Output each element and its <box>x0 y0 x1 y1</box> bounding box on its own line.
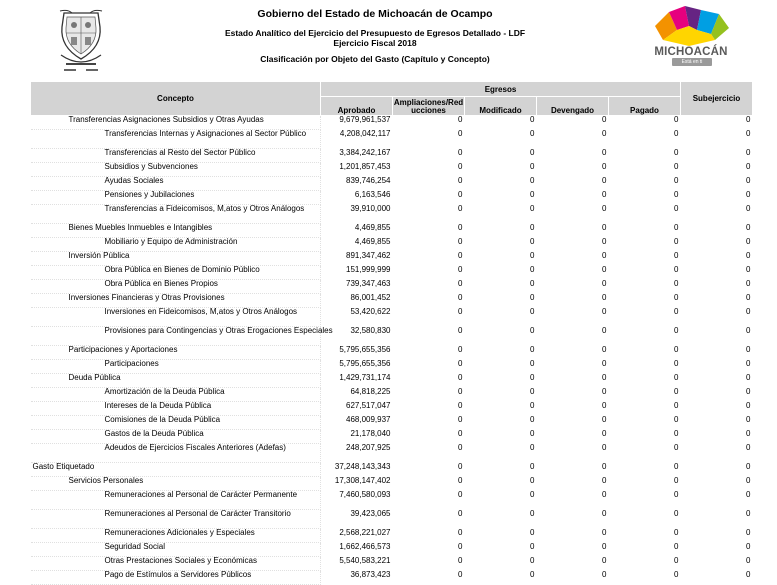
row-devengado: 0 <box>602 203 607 213</box>
table-row <box>31 463 753 477</box>
row-modificado: 0 <box>530 461 535 471</box>
row-modificado: 0 <box>530 555 535 565</box>
row-subejercicio: 0 <box>746 527 751 537</box>
row-modificado: 0 <box>530 358 535 368</box>
table-row <box>31 280 753 294</box>
row-subejercicio: 0 <box>746 306 751 316</box>
row-modificado: 0 <box>530 372 535 382</box>
row-aprobado: 9,679,961,537 <box>339 115 391 124</box>
row-concept: Deuda Pública <box>31 374 321 388</box>
row-concept: Transferencias al Resto del Sector Público <box>31 149 321 163</box>
row-pagado: 0 <box>674 264 679 274</box>
row-modificado: 0 <box>530 189 535 199</box>
row-devengado: 0 <box>602 489 607 499</box>
row-aprobado: 891,347,462 <box>346 250 391 260</box>
row-devengado: 0 <box>602 222 607 232</box>
row-concept: Ayudas Sociales <box>31 177 321 191</box>
row-modificado: 0 <box>530 508 535 518</box>
row-concept: Seguridad Social <box>31 543 321 557</box>
row-pagado: 0 <box>674 489 679 499</box>
row-pagado: 0 <box>674 203 679 213</box>
row-devengado: 0 <box>602 250 607 260</box>
row-pagado: 0 <box>674 306 679 316</box>
row-ampliaciones: 0 <box>458 569 463 579</box>
row-aprobado: 36,873,423 <box>350 569 391 579</box>
row-subejercicio: 0 <box>746 325 751 335</box>
row-modificado: 0 <box>530 489 535 499</box>
row-aprobado: 7,460,580,093 <box>339 489 391 499</box>
row-subejercicio: 0 <box>746 400 751 410</box>
row-concept: Intereses de la Deuda Pública <box>31 402 321 416</box>
row-ampliaciones: 0 <box>458 489 463 499</box>
row-devengado: 0 <box>602 386 607 396</box>
row-subejercicio: 0 <box>746 175 751 185</box>
row-concept: Inversión Pública <box>31 252 321 266</box>
row-aprobado: 39,910,000 <box>350 203 391 213</box>
row-ampliaciones: 0 <box>458 555 463 565</box>
row-modificado: 0 <box>530 203 535 213</box>
table-row <box>31 557 753 571</box>
row-pagado: 0 <box>674 236 679 246</box>
row-modificado: 0 <box>530 527 535 537</box>
row-aprobado: 17,308,147,402 <box>334 475 391 485</box>
table-row <box>31 402 753 416</box>
row-modificado: 0 <box>530 161 535 171</box>
row-concept: Mobiliario y Equipo de Administración <box>31 238 321 252</box>
row-concept: Obra Pública en Bienes Propios <box>31 280 321 294</box>
table-row <box>31 327 753 346</box>
table-row <box>31 252 753 266</box>
table-row <box>31 238 753 252</box>
row-modificado: 0 <box>530 475 535 485</box>
row-aprobado: 151,999,999 <box>346 264 391 274</box>
row-pagado: 0 <box>674 325 679 335</box>
row-devengado: 0 <box>602 147 607 157</box>
report-title: Gobierno del Estado de Michoacán de Ocampo <box>257 8 493 20</box>
row-ampliaciones: 0 <box>458 147 463 157</box>
table-row <box>31 130 753 149</box>
row-ampliaciones: 0 <box>458 442 463 452</box>
row-subejercicio: 0 <box>746 414 751 424</box>
row-aprobado: 739,347,463 <box>346 278 391 288</box>
table-row <box>31 510 753 529</box>
row-ampliaciones: 0 <box>458 161 463 171</box>
row-concept: Remuneraciones Adicionales y Especiales <box>31 529 321 543</box>
row-ampliaciones: 0 <box>458 475 463 485</box>
row-concept: Obra Pública en Bienes de Dominio Público <box>31 266 321 280</box>
row-devengado: 0 <box>602 344 607 354</box>
table-row <box>31 308 753 327</box>
row-devengado: 0 <box>602 569 607 579</box>
row-ampliaciones: 0 <box>458 372 463 382</box>
row-ampliaciones: 0 <box>458 306 463 316</box>
row-modificado: 0 <box>530 147 535 157</box>
table-row <box>31 191 753 205</box>
row-concept: Participaciones y Aportaciones <box>31 346 321 360</box>
row-aprobado: 32,580,830 <box>350 325 391 335</box>
row-modificado: 0 <box>530 115 535 124</box>
row-subejercicio: 0 <box>746 264 751 274</box>
row-subejercicio: 0 <box>746 250 751 260</box>
row-devengado: 0 <box>602 175 607 185</box>
row-devengado: 0 <box>602 115 607 124</box>
table-row <box>31 571 753 585</box>
row-devengado: 0 <box>602 541 607 551</box>
row-pagado: 0 <box>674 475 679 485</box>
row-concept: Servicios Personales <box>31 477 321 491</box>
table-row <box>31 529 753 543</box>
row-concept: Gasto Etiquetado <box>31 463 321 477</box>
row-aprobado: 86,001,452 <box>350 292 391 302</box>
row-subejercicio: 0 <box>746 372 751 382</box>
row-ampliaciones: 0 <box>458 236 463 246</box>
table-row <box>31 491 753 510</box>
table-row <box>31 388 753 402</box>
table-row <box>31 163 753 177</box>
row-ampliaciones: 0 <box>458 461 463 471</box>
row-concept: Comisiones de la Deuda Pública <box>31 416 321 430</box>
row-subejercicio: 0 <box>746 386 751 396</box>
row-modificado: 0 <box>530 569 535 579</box>
row-subejercicio: 0 <box>746 442 751 452</box>
col-header-modificado: Modificado <box>465 97 537 116</box>
row-aprobado: 5,795,655,356 <box>339 358 391 368</box>
row-modificado: 0 <box>530 236 535 246</box>
row-aprobado: 3,384,242,167 <box>339 147 391 157</box>
row-pagado: 0 <box>674 461 679 471</box>
row-aprobado: 64,818,225 <box>350 386 391 396</box>
fiscal-year: Ejercicio Fiscal 2018 <box>333 38 417 48</box>
row-subejercicio: 0 <box>746 555 751 565</box>
row-concept: Pensiones y Jubilaciones <box>31 191 321 205</box>
row-ampliaciones: 0 <box>458 400 463 410</box>
row-pagado: 0 <box>674 147 679 157</box>
row-aprobado: 5,795,655,356 <box>339 344 391 354</box>
row-subejercicio: 0 <box>746 278 751 288</box>
row-concept: Provisiones para Contingencias y Otras Erogaciones Especiales <box>31 327 321 346</box>
table-row <box>31 444 753 463</box>
table-row <box>31 430 753 444</box>
row-subejercicio: 0 <box>746 292 751 302</box>
row-ampliaciones: 0 <box>458 292 463 302</box>
row-devengado: 0 <box>602 128 607 138</box>
row-pagado: 0 <box>674 358 679 368</box>
row-devengado: 0 <box>602 372 607 382</box>
row-ampliaciones: 0 <box>458 203 463 213</box>
row-concept: Inversiones en Fideicomisos, M,atos y Otros Análogos <box>31 308 321 327</box>
row-devengado: 0 <box>602 161 607 171</box>
row-ampliaciones: 0 <box>458 128 463 138</box>
row-concept: Participaciones <box>31 360 321 374</box>
row-devengado: 0 <box>602 461 607 471</box>
row-ampliaciones: 0 <box>458 527 463 537</box>
row-subejercicio: 0 <box>746 358 751 368</box>
row-modificado: 0 <box>530 386 535 396</box>
row-modificado: 0 <box>530 292 535 302</box>
row-ampliaciones: 0 <box>458 115 463 124</box>
row-aprobado: 37,248,143,343 <box>334 461 391 471</box>
row-devengado: 0 <box>602 508 607 518</box>
row-subejercicio: 0 <box>746 475 751 485</box>
row-ampliaciones: 0 <box>458 264 463 274</box>
row-modificado: 0 <box>530 264 535 274</box>
table-row <box>31 477 753 491</box>
table-row <box>31 294 753 308</box>
row-aprobado: 21,178,040 <box>350 428 391 438</box>
row-pagado: 0 <box>674 508 679 518</box>
row-modificado: 0 <box>530 222 535 232</box>
row-modificado: 0 <box>530 400 535 410</box>
row-ampliaciones: 0 <box>458 278 463 288</box>
row-subejercicio: 0 <box>746 569 751 579</box>
table-body <box>31 116 753 585</box>
row-ampliaciones: 0 <box>458 344 463 354</box>
row-devengado: 0 <box>602 555 607 565</box>
classification-label: Clasificación por Objeto del Gasto (Capítulo y Concepto) <box>260 54 490 64</box>
report-subtitle: Estado Analítico del Ejercicio del Presupuesto de Egresos Detallado - LDF <box>224 28 526 38</box>
table-row <box>31 346 753 360</box>
table-row <box>31 543 753 557</box>
row-modificado: 0 <box>530 128 535 138</box>
row-devengado: 0 <box>602 428 607 438</box>
col-header-concepto: Concepto <box>31 82 321 116</box>
row-aprobado: 2,568,221,027 <box>339 527 391 537</box>
row-subejercicio: 0 <box>746 461 751 471</box>
row-concept: Pago de Estímulos a Servidores Públicos <box>31 571 321 585</box>
row-subejercicio: 0 <box>746 203 751 213</box>
row-subejercicio: 0 <box>746 161 751 171</box>
brand-tagline: Está en ti <box>672 58 712 66</box>
row-devengado: 0 <box>602 475 607 485</box>
row-subejercicio: 0 <box>746 508 751 518</box>
row-pagado: 0 <box>674 442 679 452</box>
row-ampliaciones: 0 <box>458 358 463 368</box>
row-subejercicio: 0 <box>746 115 751 124</box>
col-header-aprobado: Aprobado <box>321 97 393 116</box>
row-modificado: 0 <box>530 428 535 438</box>
row-devengado: 0 <box>602 414 607 424</box>
row-ampliaciones: 0 <box>458 325 463 335</box>
row-ampliaciones: 0 <box>458 222 463 232</box>
row-aprobado: 39,423,065 <box>350 508 391 518</box>
row-devengado: 0 <box>602 292 607 302</box>
row-modificado: 0 <box>530 344 535 354</box>
row-ampliaciones: 0 <box>458 428 463 438</box>
row-pagado: 0 <box>674 175 679 185</box>
state-seal-icon <box>58 9 104 77</box>
row-pagado: 0 <box>674 400 679 410</box>
table-row <box>31 177 753 191</box>
row-pagado: 0 <box>674 115 679 124</box>
row-concept: Inversiones Financieras y Otras Provisiones <box>31 294 321 308</box>
row-subejercicio: 0 <box>746 128 751 138</box>
row-aprobado: 468,009,937 <box>346 414 391 424</box>
col-header-pagado: Pagado <box>609 97 681 116</box>
row-modificado: 0 <box>530 175 535 185</box>
row-pagado: 0 <box>674 128 679 138</box>
row-concept: Subsidios y Subvenciones <box>31 163 321 177</box>
row-concept: Bienes Muebles Inmuebles e Intangibles <box>31 224 321 238</box>
row-concept: Gastos de la Deuda Pública <box>31 430 321 444</box>
row-subejercicio: 0 <box>746 147 751 157</box>
report-header <box>0 0 777 80</box>
row-modificado: 0 <box>530 442 535 452</box>
row-ampliaciones: 0 <box>458 541 463 551</box>
row-modificado: 0 <box>530 325 535 335</box>
budget-table <box>30 81 753 585</box>
row-pagado: 0 <box>674 292 679 302</box>
row-ampliaciones: 0 <box>458 386 463 396</box>
row-pagado: 0 <box>674 372 679 382</box>
table-row <box>31 360 753 374</box>
row-devengado: 0 <box>602 400 607 410</box>
table-row <box>31 116 753 130</box>
row-ampliaciones: 0 <box>458 189 463 199</box>
row-aprobado: 627,517,047 <box>346 400 391 410</box>
row-subejercicio: 0 <box>746 489 751 499</box>
row-pagado: 0 <box>674 161 679 171</box>
table-row <box>31 205 753 224</box>
row-devengado: 0 <box>602 358 607 368</box>
row-aprobado: 6,163,546 <box>354 189 391 199</box>
row-concept: Transferencias Asignaciones Subsidios y Otras Ayudas <box>31 116 321 130</box>
row-modificado: 0 <box>530 278 535 288</box>
table-row <box>31 224 753 238</box>
row-ampliaciones: 0 <box>458 414 463 424</box>
col-header-egresos: Egresos <box>321 82 681 97</box>
row-aprobado: 1,201,857,453 <box>339 161 391 171</box>
row-modificado: 0 <box>530 414 535 424</box>
row-concept: Transferencias Internas y Asignaciones al Sector Público <box>31 130 321 149</box>
row-concept: Remuneraciones al Personal de Carácter Transitorio <box>31 510 321 529</box>
col-header-ampliaciones: Ampliaciones/Reducciones <box>393 98 464 115</box>
row-concept: Otras Prestaciones Sociales y Económicas <box>31 557 321 571</box>
row-pagado: 0 <box>674 414 679 424</box>
row-devengado: 0 <box>602 278 607 288</box>
col-header-subejercicio: Subejercicio <box>681 82 753 116</box>
row-devengado: 0 <box>602 306 607 316</box>
row-ampliaciones: 0 <box>458 508 463 518</box>
row-pagado: 0 <box>674 344 679 354</box>
row-aprobado: 4,208,042,117 <box>339 128 391 138</box>
table-row <box>31 149 753 163</box>
row-subejercicio: 0 <box>746 189 751 199</box>
row-devengado: 0 <box>602 189 607 199</box>
row-ampliaciones: 0 <box>458 250 463 260</box>
row-pagado: 0 <box>674 541 679 551</box>
row-subejercicio: 0 <box>746 541 751 551</box>
row-pagado: 0 <box>674 222 679 232</box>
row-subejercicio: 0 <box>746 344 751 354</box>
row-aprobado: 248,207,925 <box>346 442 391 452</box>
row-subejercicio: 0 <box>746 222 751 232</box>
row-modificado: 0 <box>530 541 535 551</box>
row-subejercicio: 0 <box>746 428 751 438</box>
row-aprobado: 4,469,855 <box>354 236 391 246</box>
row-pagado: 0 <box>674 569 679 579</box>
table-row <box>31 416 753 430</box>
table-row <box>31 374 753 388</box>
col-header-devengado: Devengado <box>537 97 609 116</box>
row-pagado: 0 <box>674 527 679 537</box>
row-concept: Amortización de la Deuda Pública <box>31 388 321 402</box>
row-concept: Transferencias a Fideicomisos, M,atos y Otros Análogos <box>31 205 321 224</box>
row-aprobado: 4,469,855 <box>354 222 391 232</box>
row-concept: Remuneraciones al Personal de Carácter Permanente <box>31 491 321 510</box>
row-modificado: 0 <box>530 306 535 316</box>
row-aprobado: 1,662,466,573 <box>339 541 391 551</box>
row-devengado: 0 <box>602 236 607 246</box>
row-ampliaciones: 0 <box>458 175 463 185</box>
table-row <box>31 266 753 280</box>
row-aprobado: 53,420,622 <box>350 306 391 316</box>
row-pagado: 0 <box>674 428 679 438</box>
row-subejercicio: 0 <box>746 236 751 246</box>
row-pagado: 0 <box>674 386 679 396</box>
row-devengado: 0 <box>602 527 607 537</box>
row-pagado: 0 <box>674 278 679 288</box>
row-devengado: 0 <box>602 264 607 274</box>
row-modificado: 0 <box>530 250 535 260</box>
row-devengado: 0 <box>602 325 607 335</box>
row-pagado: 0 <box>674 189 679 199</box>
row-aprobado: 5,540,583,221 <box>339 555 391 565</box>
row-pagado: 0 <box>674 555 679 565</box>
row-aprobado: 1,429,731,174 <box>339 372 391 382</box>
row-pagado: 0 <box>674 250 679 260</box>
row-concept: Adeudos de Ejercicios Fiscales Anteriores (Adefas) <box>31 444 321 463</box>
row-devengado: 0 <box>602 442 607 452</box>
row-aprobado: 839,746,254 <box>346 175 391 185</box>
brand-name: MICHOACÁN <box>654 46 728 58</box>
